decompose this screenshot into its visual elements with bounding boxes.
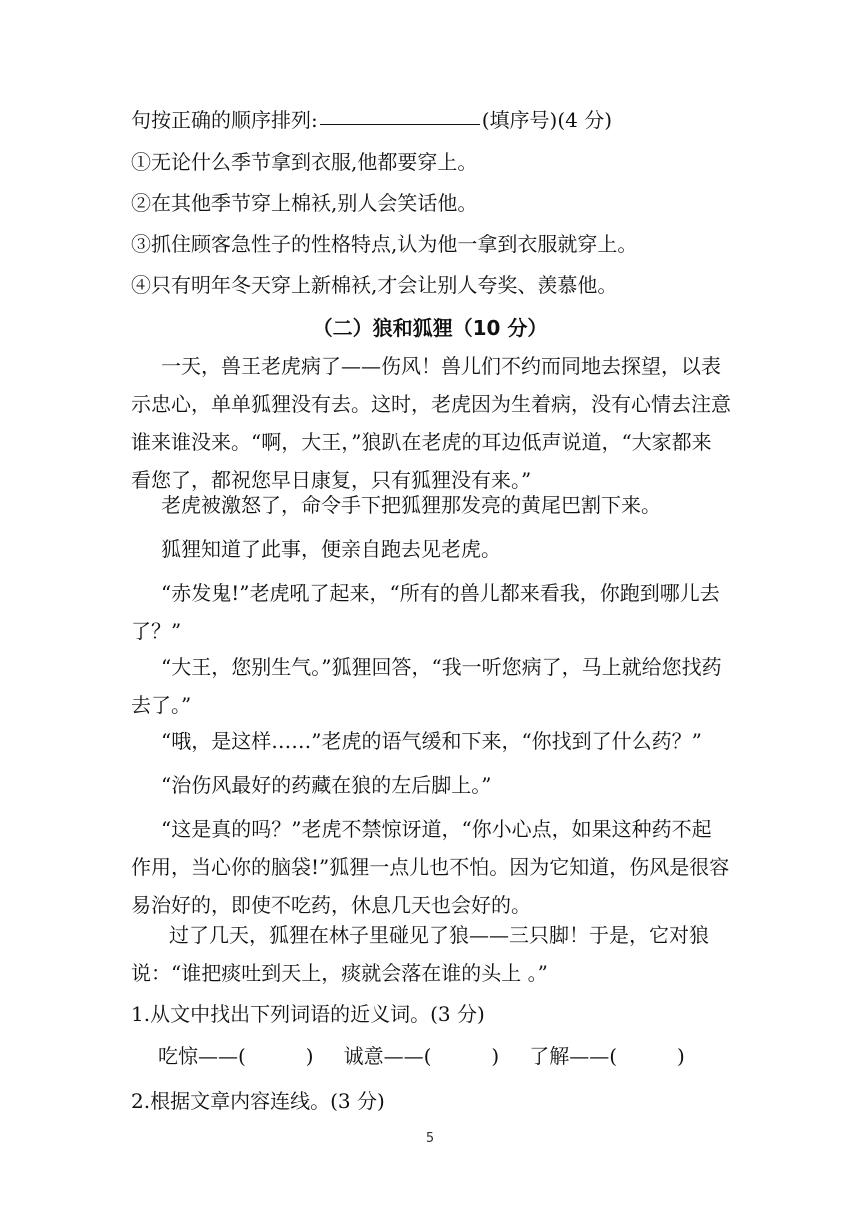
order-question-prefix: 句按正确的顺序排列: — [131, 108, 318, 132]
order-item: ②在其他季节穿上棉袄,别人会笑话他。 — [131, 191, 478, 215]
story-paragraph: 狐狸知道了此事，便亲自跑去见老虎。 — [161, 537, 501, 561]
story-paragraph: “哦，是这样……”老虎的语气缓和下来，“你找到了什么药？” — [161, 729, 702, 753]
section-title: （二）狼和狐狸（10 分） — [312, 316, 548, 340]
question-1: 1.从文中找出下列词语的近义词。(3 分) — [131, 1002, 485, 1026]
story-paragraph: “治伤风最好的药藏在狼的左后脚上。” — [161, 773, 492, 797]
order-question-suffix: (填序号)(4 分) — [481, 108, 613, 132]
story-paragraph: “赤发鬼!”老虎吼了起来，“所有的兽儿都来看我，你跑到哪儿去了？” — [131, 581, 720, 643]
order-question — [131, 104, 612, 133]
page-number: 5 — [425, 1131, 435, 1146]
answer-blank[interactable] — [320, 123, 480, 125]
synonym-item[interactable]: 了解——( ) — [529, 1044, 685, 1068]
question-2: 2.根据文章内容连线。(3 分) — [131, 1089, 385, 1113]
order-item: ③抓住顾客急性子的性格特点,认为他一拿到衣服就穿上。 — [131, 232, 638, 256]
order-item: ①无论什么季节拿到衣服,他都要穿上。 — [131, 150, 478, 174]
story-paragraph: “这是真的吗？”老虎不禁惊讶道，“你小心点，如果这种药不起作用，当心你的脑袋!”狐狸一点儿也不怕。因为它知道，伤风是很容易治好的，即使不吃药，休息几天也会好的。 — [131, 817, 730, 917]
synonym-row — [158, 1040, 685, 1069]
synonym-item[interactable]: 吃惊——( ) — [158, 1044, 314, 1068]
story-paragraph: 一天，兽王老虎病了——伤风！兽儿们不约而同地去探望，以表示忠心，单单狐狸没有去。这时，老虎因为生着病，没有心情去注意谁来谁没来。“啊，大王，”狼趴在老虎的耳边低声说道，“大家都来看您了，都祝您早日康复，只有狐狸没有来。” — [131, 354, 731, 492]
story-paragraph: 过了几天，狐狸在林子里碰见了狼——三只脚！于是，它对狼说：“谁把痰吐到天上，痰就会落在谁的头上 。” — [131, 923, 709, 985]
story-paragraph: 老虎被激怒了，命令手下把狐狸那发亮的黄尾巴割下来。 — [161, 493, 661, 517]
order-item: ④只有明年冬天穿上新棉袄,才会让别人夸奖、羡慕他。 — [131, 273, 618, 297]
synonym-item[interactable]: 诚意——( ) — [343, 1044, 500, 1068]
story-paragraph: “大王，您别生气。”狐狸回答，“我一听您病了，马上就给您找药去了。” — [131, 655, 722, 717]
